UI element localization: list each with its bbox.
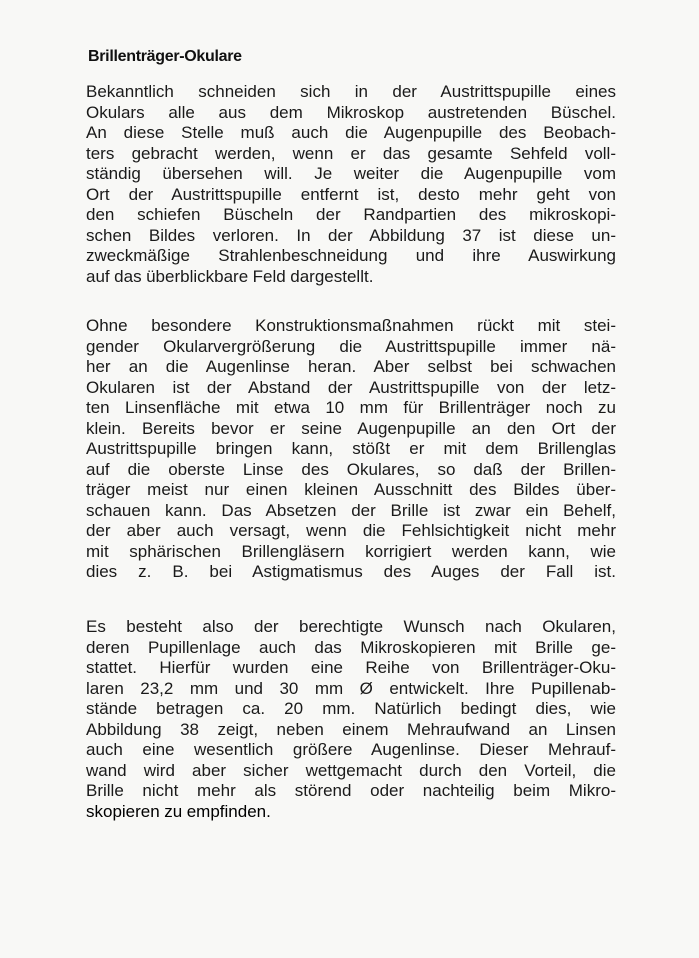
text-line: Abbildung 38 zeigt, neben einem Mehraufwand an Linsen (86, 719, 616, 739)
text-line: her an die Augenlinse heran. Aber selbst bei schwachen (86, 357, 616, 376)
text-line: Ort der Austrittspupille entfernt ist, desto mehr geht von (86, 184, 616, 204)
text-line: stattet. Hierfür wurden eine Reihe von Brillenträger-Oku- (86, 658, 616, 677)
text-line: Okulars alle aus dem Mikroskop austretenden Büschel. (86, 102, 616, 122)
text-line: der aber auch versagt, wenn die Fehlsichtigkeit nicht mehr (86, 521, 616, 540)
text-line: auf das überblickbare Feld dargestellt. (86, 266, 374, 286)
text-line: mit sphärischen Brillengläsern korrigiert werden kann, wie (86, 541, 616, 561)
text-line: laren 23,2 mm und 30 mm Ø entwickelt. Ihre Pupillenab- (86, 678, 616, 698)
text-line: Brille nicht mehr als störend oder nachteilig beim Mikro- (86, 781, 616, 800)
text-line: skopieren zu empfinden. (86, 801, 271, 821)
paragraph-1 (86, 82, 616, 287)
text-line: schen Bildes verloren. In der Abbildung 37 ist diese un- (86, 225, 616, 245)
text-line: An diese Stelle muß auch die Augenpupille des Beobach- (86, 123, 616, 142)
text-line: dies z. B. bei Astigmatismus des Auges der Fall ist. (86, 562, 616, 581)
text-line: ters gebracht werden, wenn er das gesamte Sehfeld voll- (86, 143, 616, 163)
text-line: Ohne besondere Konstruktionsmaßnahmen rückt mit stei- (86, 316, 616, 335)
text-line: ständig übersehen will. Je weiter die Augenpupille vom (86, 164, 616, 183)
paragraph-2 (86, 316, 616, 583)
text-line: stände betragen ca. 20 mm. Natürlich bedingt dies, wie (86, 699, 616, 718)
text-line: schauen kann. Das Absetzen der Brille ist zwar ein Behelf, (86, 500, 616, 520)
text-line: Es besteht also der berechtigte Wunsch nach Okularen, (86, 617, 616, 636)
text-line: Austrittspupille bringen kann, stößt er mit dem Brillenglas (86, 439, 616, 458)
text-line: Okularen ist der Abstand der Austrittspupille von der letz- (86, 377, 616, 397)
text-line: deren Pupillenlage auch das Mikroskopieren mit Brille ge- (86, 637, 616, 657)
text-line: zweckmäßige Strahlenbeschneidung und ihre Auswirkung (86, 246, 616, 265)
text-line: auch eine wesentlich größere Augenlinse. Dieser Mehrauf- (86, 740, 616, 759)
section-heading: Brillenträger-Okulare (88, 48, 242, 65)
text-line: klein. Bereits bevor er seine Augenpupille an den Ort der (86, 418, 616, 438)
text-line: Bekanntlich schneiden sich in der Austrittspupille eines (86, 82, 616, 101)
text-line: auf die oberste Linse des Okulares, so daß der Brillen- (86, 459, 616, 479)
text-line: ten Linsenfläche mit etwa 10 mm für Brillenträger noch zu (86, 398, 616, 417)
paragraph-3 (86, 617, 616, 822)
text-line: träger meist nur einen kleinen Ausschnitt des Bildes über- (86, 480, 616, 499)
text-line: den schiefen Büscheln der Randpartien des mikroskopi- (86, 205, 616, 224)
text-line: gender Okularvergrößerung die Austrittspupille immer nä- (86, 336, 616, 356)
text-line: wand wird aber sicher wettgemacht durch den Vorteil, die (86, 760, 616, 780)
